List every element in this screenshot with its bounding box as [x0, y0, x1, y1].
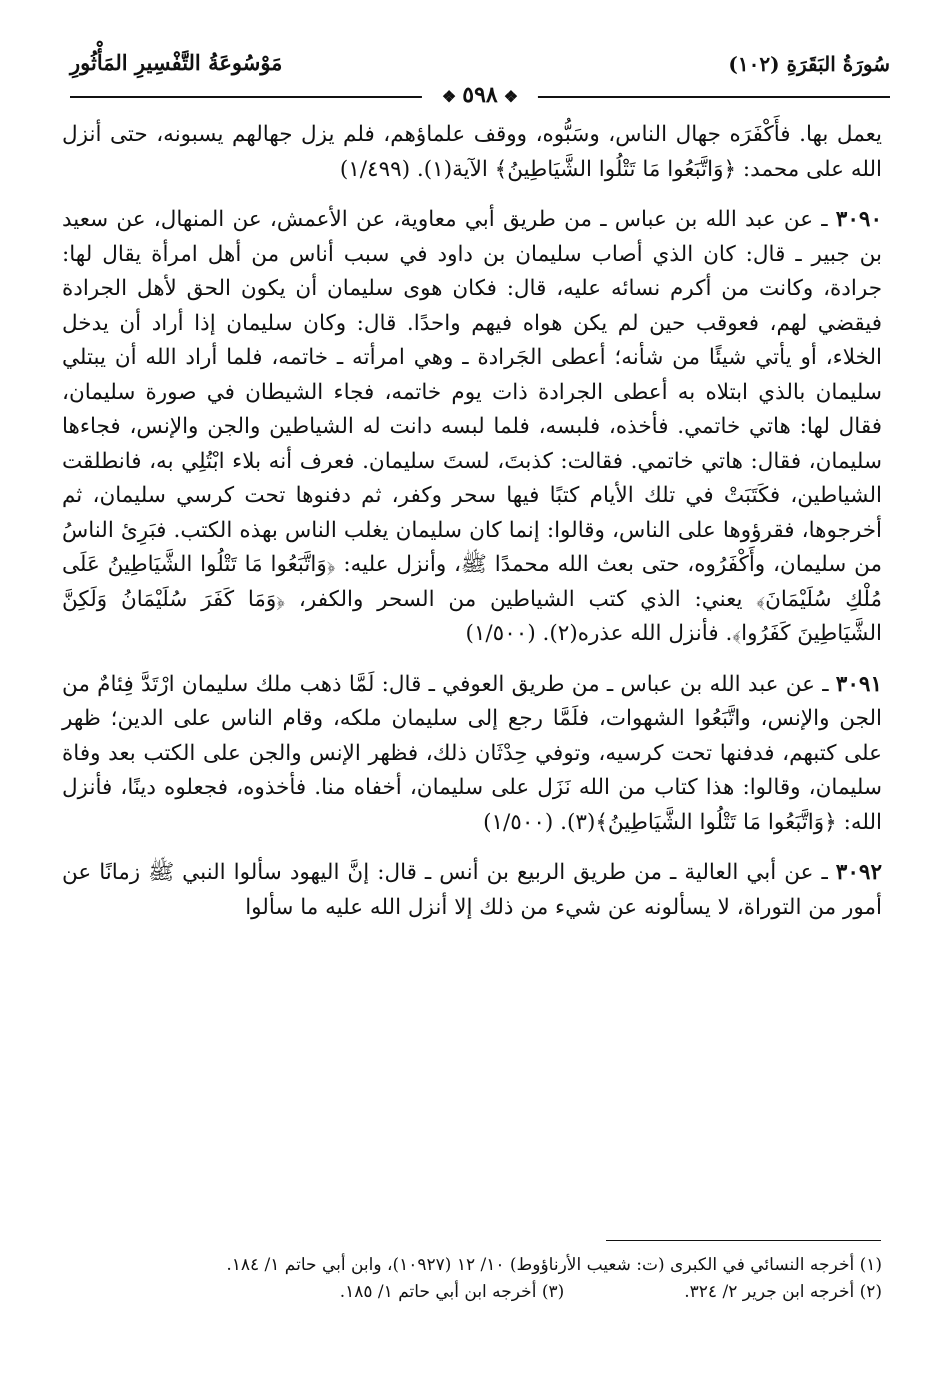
paragraph-text: يعمل بها. فأَكْفَرَه جهال الناس، وسَبُّوه، ووقف علماؤهم، فلم يزل جهالهم يسبونه، حتى أنزل الله على محمد: ﴿وَاتَّبَعُوا مَا تَتْلُوا الشَّيَاطِينُ﴾ الآية(١). (١/٤٩٩)	[62, 122, 882, 182]
book-title: مَوْسُوعَةُ التَّفْسِيرِ المَأْثُورِ	[70, 50, 283, 75]
page-header	[70, 50, 890, 108]
ornament-icon: ❖	[503, 87, 519, 106]
hadith-number: ٣٠٩٠	[835, 207, 882, 232]
ornament-icon: ❖	[441, 87, 457, 106]
footnote-2: (٢) أخرجه ابن جرير ٢/ ٣٢٤.	[684, 1282, 882, 1302]
footnote-divider	[606, 1240, 881, 1241]
paragraph-text: ـ عن عبد الله بن عباس ـ من طريق العوفي ـ قال: لَمَّا ذهب ملك سليمان ارْتَدَّ فِئامٌ من الجن والإنس، واتَّبَعُوا الشهوات، فلَمَّا رجع إلى سليمان ملكه، وقام الناس على الدين؛ ظهر على كتبهم، فدفنها تحت كرسيه، وتوفي حِدْثَان ذلك، فظهر الإنس والجن على الكتب بعد وفاة سليمان، وقالوا: هذا كتاب من الله نَزَل على سليمان، أخفاه منا. فأخذوه، فجعلوه دينًا، فأنزل الله: ﴿وَاتَّبَعُوا مَا تَتْلُوا الشَّيَاطِينُ﴾(٣). (١/٥٠٠)	[62, 671, 882, 835]
surah-title: سُورَةُ البَقَرَةِ (١٠٢)	[728, 52, 890, 76]
footnote-1: (١) أخرجه النسائي في الكبرى (ت: شعيب الأرناؤوط) ١٠/ ١٢ (١٠٩٢٧)، وابن أبي حاتم ١/ ١٨٤.	[226, 1255, 882, 1275]
paragraph-text: ـ عن عبد الله بن عباس ـ من طريق أبي معاوية، عن الأعمش، عن المنهال، عن سعيد بن جبير ـ قال: كان الذي أصاب سليمان بن داود في سبب أناس من أهل امرأة يقال لها: جرادة، وكانت من أكرم نسائه عليه، قال: فكان هوى سليمان أن يكون الحق لأهل الجرادة فيقضي لهم، فعوقب حين لم يكن هواه فيهم واحدًا. قال: وكان سليمان إذا أراد أن يدخل الخلاء، أو يأتي شيئًا من شأنه؛ أعطى الجَرادة ـ وهي امرأته ـ خاتمه، فلما أراد الله أن يبتلي سليمان بالذي ابتلاه به أعطى الجرادة ذات يوم خاتمه، فجاء الشيطان في صورة سليمان، فقال لها: هاتي خاتمي. فأخذه، فلبسه، فلما لبسه دانت له الشياطين والجن والإنس، فجاءها سليمان، فقال: هاتي خاتمي. فقالت: كذبتَ، لستَ سليمان. فعرف أنه بلاء ابْتُلِي به، فانطلقت الشياطين، فكَتَبَتْ في تلك الأيام كتبًا فيها سحر وكفر، ثم دفنوها تحت كرسي سليمان، ثم أخرجوها، فقرؤوها على الناس، وقالوا: إنما كان سليمان يغلب الناس بهذه الكتب. فبَرِئ الناسُ من سليمان، وأَكْفَرُوه، حتى بعث الله محمدًا ﷺ، وأنزل عليه: ﴿وَاتَّبَعُوا مَا تَتْلُوا الشَّيَاطِينُ عَلَى مُلْكِ سُلَيْمَانَ﴾ يعني: الذي كتب الشياطين من السحر والكفر، ﴿وَمَا كَفَرَ سُلَيْمَانُ وَلَكِنَّ الشَّيَاطِينَ كَفَرُوا﴾. فأنزل الله عذره(٢). (١/٥٠٠)	[62, 207, 882, 646]
paragraph-continuation	[62, 118, 882, 187]
paragraph-text: ـ عن أبي العالية ـ من طريق الربيع بن أنس ـ قال: إنَّ اليهود سألوا النبي ﷺ زمانًا عن أمور من التوراة، لا يسألونه عن شيء من ذلك إلا أنزل الله عليه ما سألوا	[62, 860, 882, 920]
page-number-box	[422, 82, 538, 108]
paragraph-3092	[62, 856, 882, 925]
paragraph-3091	[62, 668, 882, 841]
hadith-number: ٣٠٩٢	[835, 860, 882, 885]
footnote-row	[62, 1279, 882, 1306]
footnote-3: (٣) أخرجه ابن أبي حاتم ١/ ١٨٥.	[339, 1282, 565, 1302]
footnotes	[62, 1252, 882, 1306]
paragraph-3090	[62, 203, 882, 652]
main-text	[62, 118, 882, 941]
page-number: ٥٩٨	[462, 82, 498, 108]
hadith-number: ٣٠٩١	[835, 671, 882, 697]
